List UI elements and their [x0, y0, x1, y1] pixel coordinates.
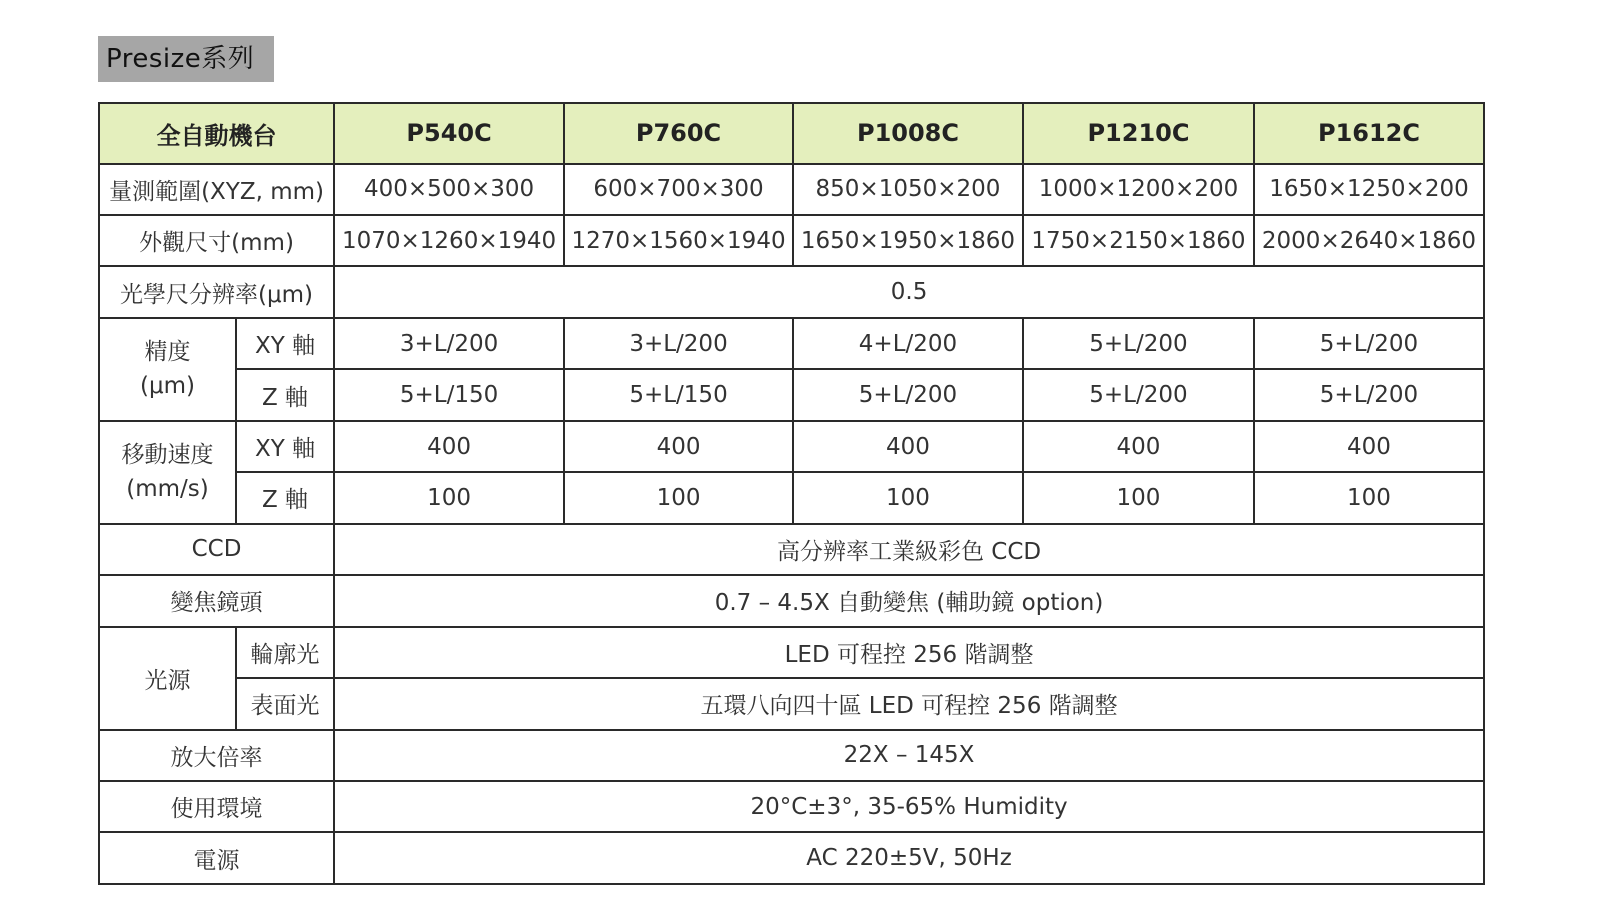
accuracy-xy-value: 5+L/200	[1023, 318, 1254, 369]
environment-value: 20°C±3°, 35-65% Humidity	[334, 781, 1484, 832]
magnification-row	[99, 730, 1484, 781]
dimensions-label: 外觀尺寸(mm)	[99, 215, 334, 266]
measure-range-value: 850×1050×200	[793, 164, 1023, 215]
model-header: P1210C	[1023, 103, 1254, 164]
model-header: P760C	[564, 103, 793, 164]
speed-xy-value: 400	[564, 421, 793, 472]
accuracy-xy-label: XY 軸	[236, 318, 334, 369]
light-source-label: 光源	[99, 627, 236, 730]
dimensions-value: 1750×2150×1860	[1023, 215, 1254, 266]
speed-label	[99, 421, 236, 524]
light-contour-row	[99, 627, 1484, 678]
speed-xy-value: 400	[793, 421, 1023, 472]
dimensions-value: 1270×1560×1940	[564, 215, 793, 266]
accuracy-z-value: 5+L/200	[1023, 369, 1254, 420]
accuracy-label-line1: 精度	[144, 339, 191, 366]
dimensions-value: 1070×1260×1940	[334, 215, 564, 266]
accuracy-label-line2: (μm)	[139, 373, 195, 400]
optical-resolution-label: 光學尺分辨率(μm)	[99, 266, 334, 317]
environment-label: 使用環境	[99, 781, 334, 832]
speed-z-value: 100	[1254, 472, 1484, 523]
accuracy-xy-value: 3+L/200	[334, 318, 564, 369]
speed-z-value: 100	[1023, 472, 1254, 523]
measure-range-value: 400×500×300	[334, 164, 564, 215]
speed-z-value: 100	[564, 472, 793, 523]
speed-xy-value: 400	[1023, 421, 1254, 472]
speed-xy-label: XY 軸	[236, 421, 334, 472]
light-surface-value: 五環八向四十區 LED 可程控 256 階調整	[334, 678, 1484, 729]
light-contour-label: 輪廓光	[236, 627, 334, 678]
measure-range-value: 1650×1250×200	[1254, 164, 1484, 215]
measure-range-row	[99, 164, 1484, 215]
optical-resolution-row	[99, 266, 1484, 317]
accuracy-z-label: Z 軸	[236, 369, 334, 420]
speed-xy-value: 400	[1254, 421, 1484, 472]
light-surface-label: 表面光	[236, 678, 334, 729]
power-row	[99, 832, 1484, 884]
accuracy-label	[99, 318, 236, 421]
accuracy-xy-row	[99, 318, 1484, 369]
measure-range-label: 量測範圍(XYZ, mm)	[99, 164, 334, 215]
dimensions-value: 1650×1950×1860	[793, 215, 1023, 266]
accuracy-z-value: 5+L/200	[793, 369, 1023, 420]
accuracy-z-row	[99, 369, 1484, 420]
speed-z-row	[99, 472, 1484, 523]
light-surface-row	[99, 678, 1484, 729]
ccd-label: CCD	[99, 524, 334, 575]
measure-range-value: 1000×1200×200	[1023, 164, 1254, 215]
speed-z-label: Z 軸	[236, 472, 334, 523]
accuracy-xy-value: 4+L/200	[793, 318, 1023, 369]
speed-xy-row	[99, 421, 1484, 472]
zoom-lens-value: 0.7 – 4.5X 自動變焦 (輔助鏡 option)	[334, 575, 1484, 626]
accuracy-xy-value: 3+L/200	[564, 318, 793, 369]
magnification-label: 放大倍率	[99, 730, 334, 781]
model-header: P1008C	[793, 103, 1023, 164]
measure-range-value: 600×700×300	[564, 164, 793, 215]
model-header: P1612C	[1254, 103, 1484, 164]
series-title: Presize系列	[98, 36, 274, 82]
accuracy-xy-value: 5+L/200	[1254, 318, 1484, 369]
speed-z-value: 100	[793, 472, 1023, 523]
accuracy-z-value: 5+L/200	[1254, 369, 1484, 420]
environment-row	[99, 781, 1484, 832]
speed-xy-value: 400	[334, 421, 564, 472]
spec-table	[98, 102, 1485, 885]
dimensions-value: 2000×2640×1860	[1254, 215, 1484, 266]
header-first-cell: 全自動機台	[99, 103, 334, 164]
accuracy-z-value: 5+L/150	[564, 369, 793, 420]
magnification-value: 22X – 145X	[334, 730, 1484, 781]
ccd-value: 高分辨率工業級彩色 CCD	[334, 524, 1484, 575]
power-label: 電源	[99, 832, 334, 884]
header-row	[99, 103, 1484, 164]
zoom-lens-label: 變焦鏡頭	[99, 575, 334, 626]
speed-z-value: 100	[334, 472, 564, 523]
ccd-row	[99, 524, 1484, 575]
zoom-lens-row	[99, 575, 1484, 626]
power-value: AC 220±5V, 50Hz	[334, 832, 1484, 884]
speed-label-line2: (mm/s)	[126, 476, 209, 503]
dimensions-row	[99, 215, 1484, 266]
speed-label-line1: 移動速度	[121, 442, 214, 469]
optical-resolution-value: 0.5	[334, 266, 1484, 317]
light-contour-value: LED 可程控 256 階調整	[334, 627, 1484, 678]
model-header: P540C	[334, 103, 564, 164]
accuracy-z-value: 5+L/150	[334, 369, 564, 420]
